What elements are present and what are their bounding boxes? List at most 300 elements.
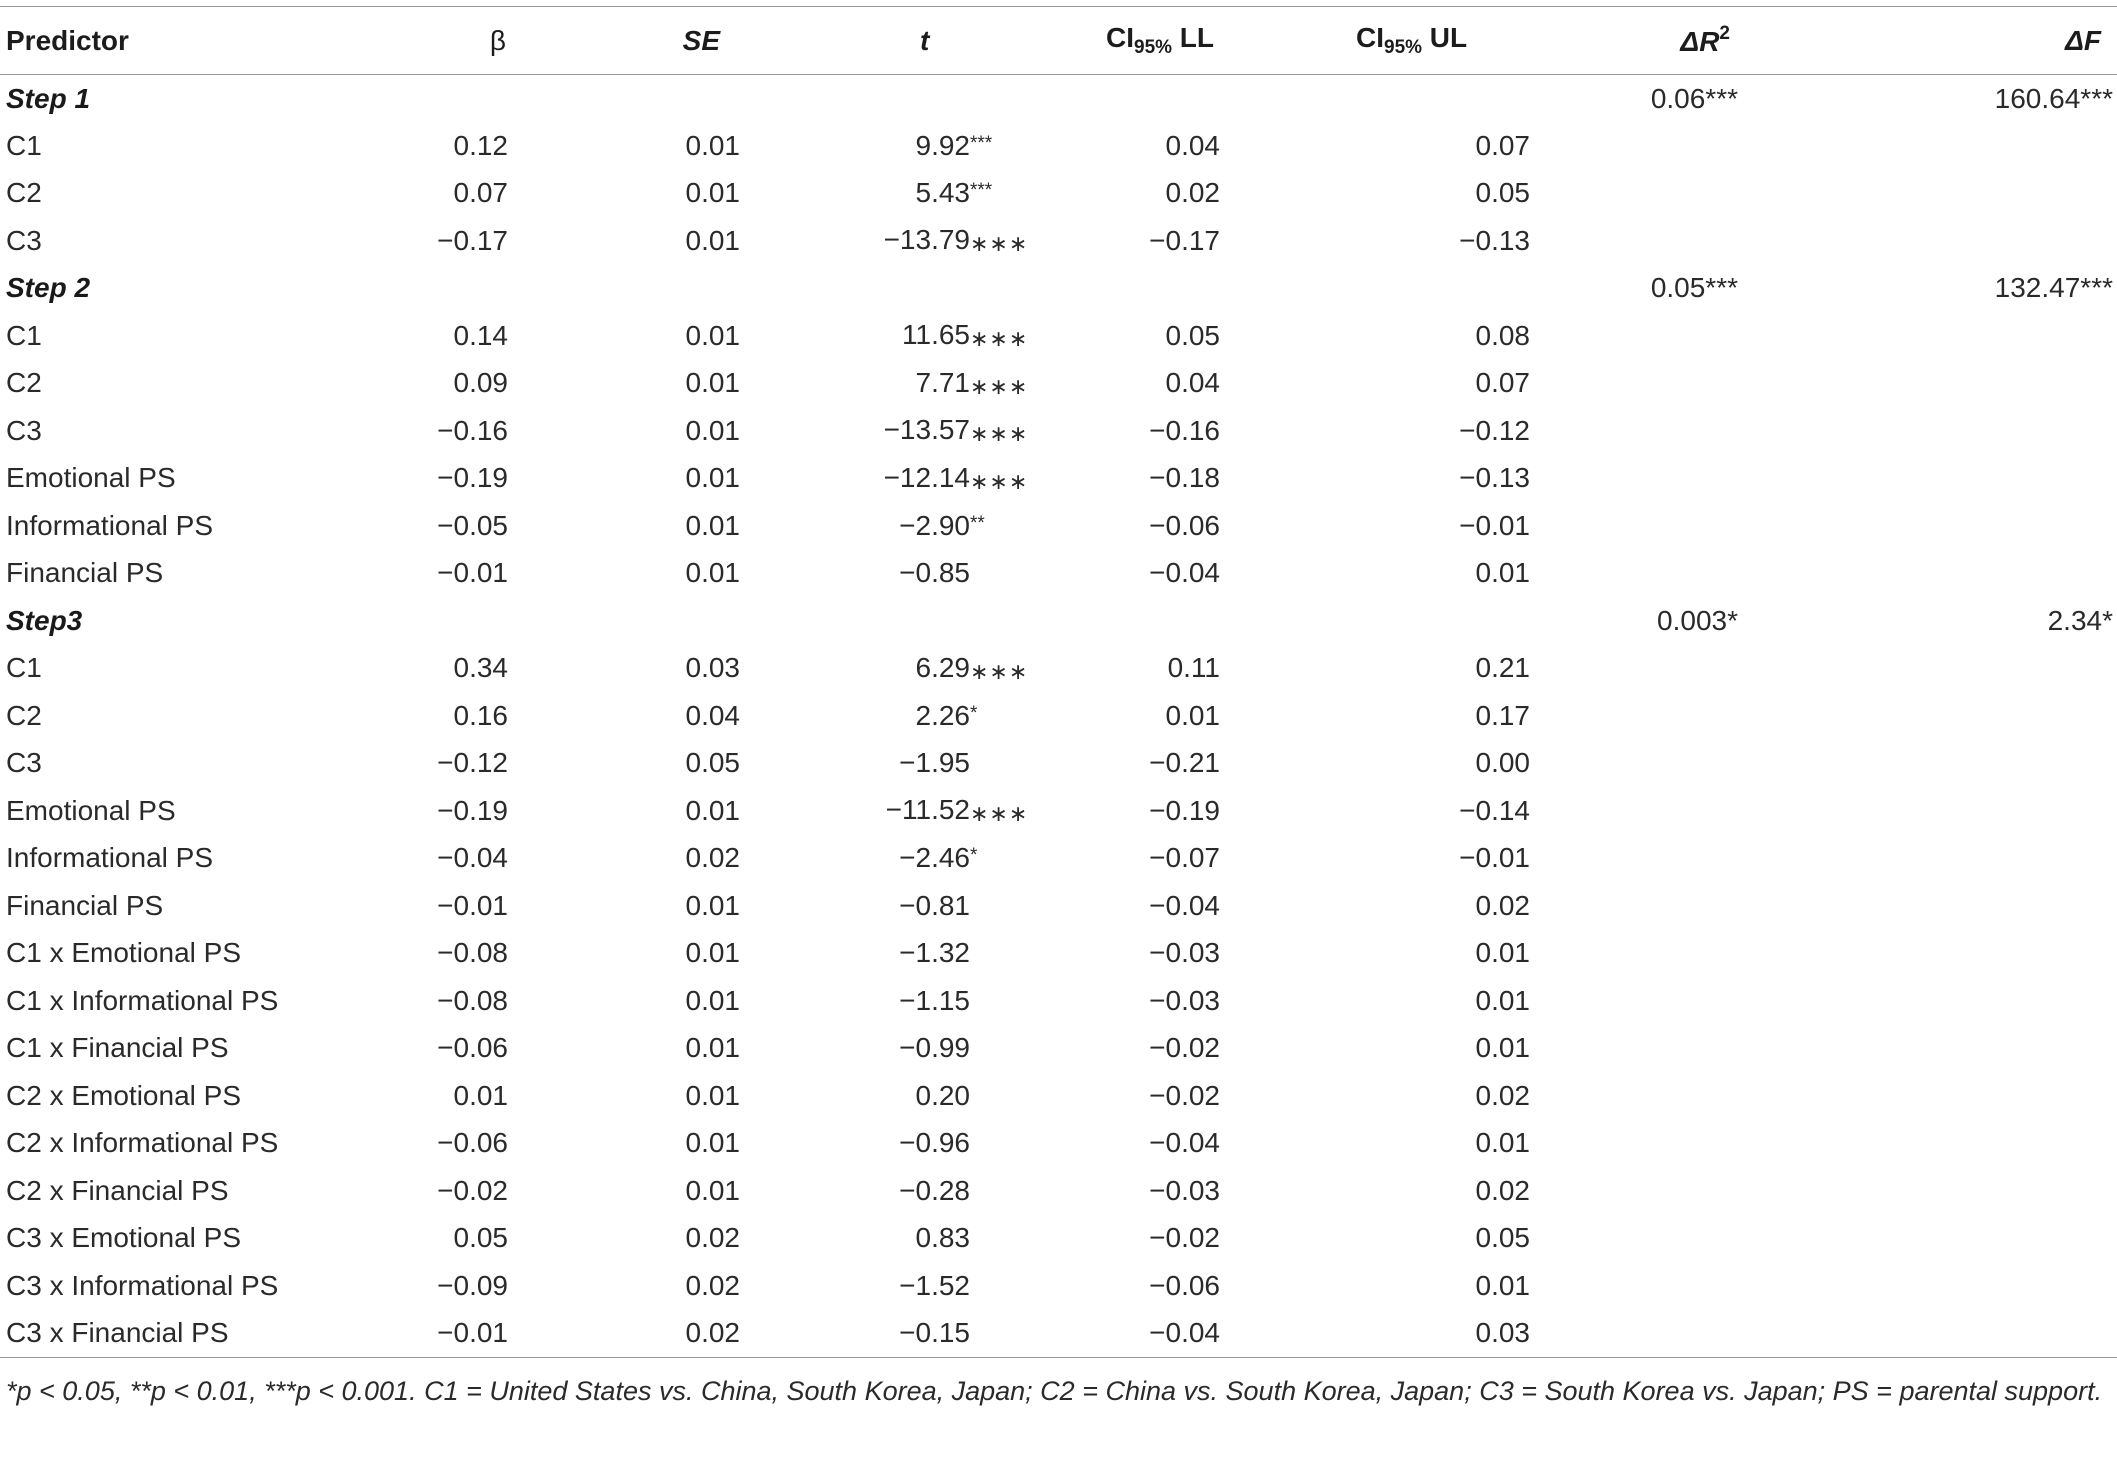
t-significance: * bbox=[970, 845, 978, 867]
ci-ul-value: 0.02 bbox=[1475, 1079, 1530, 1111]
t-value: 5.43 bbox=[915, 177, 970, 209]
empty-cell bbox=[510, 75, 740, 123]
ci-ul-value: 0.05 bbox=[1475, 1222, 1530, 1254]
ci-ll-value: 0.01 bbox=[1165, 699, 1220, 731]
empty-cell bbox=[1830, 502, 2117, 550]
ci-ul-value: 0.05 bbox=[1475, 177, 1530, 209]
t-value-wrap bbox=[870, 794, 1028, 825]
se-value: 0.01 bbox=[685, 1174, 740, 1206]
se-value: 0.01 bbox=[685, 984, 740, 1016]
se-value: 0.01 bbox=[685, 794, 740, 826]
t-cell bbox=[740, 455, 1029, 503]
ci-ul-value: −0.12 bbox=[1459, 414, 1530, 446]
t-value-wrap bbox=[870, 177, 992, 208]
t-value-wrap bbox=[870, 985, 970, 1016]
t-value: −13.57 bbox=[883, 414, 970, 446]
t-value: −2.46 bbox=[899, 842, 970, 874]
t-value-wrap bbox=[870, 842, 977, 873]
t-cell bbox=[740, 930, 1010, 978]
beta-value: −0.12 bbox=[437, 747, 508, 779]
t-value-wrap bbox=[870, 367, 1028, 398]
ci-ll-value: 0.11 bbox=[1167, 652, 1220, 684]
beta-value: 0.14 bbox=[453, 319, 508, 351]
ci-ul-value: 0.07 bbox=[1475, 129, 1530, 161]
empty-cell bbox=[1830, 1167, 2117, 1215]
ci-ll-value: −0.18 bbox=[1149, 462, 1220, 494]
t-value: −0.99 bbox=[899, 1032, 970, 1064]
ci-ll-value: −0.02 bbox=[1149, 1032, 1220, 1064]
ci-ll-value: 0.04 bbox=[1165, 129, 1220, 161]
t-cell bbox=[740, 692, 1010, 740]
se-value: 0.01 bbox=[685, 367, 740, 399]
ci-ll-value: 0.04 bbox=[1165, 367, 1220, 399]
t-value: −0.96 bbox=[899, 1127, 970, 1159]
ci-ll-value: −0.19 bbox=[1149, 794, 1220, 826]
t-value: 11.65 bbox=[902, 319, 970, 351]
empty-cell bbox=[1550, 122, 1830, 170]
se-value: 0.02 bbox=[510, 1310, 740, 1358]
se-value: 0.01 bbox=[685, 557, 740, 589]
ci-ll-value: 0.02 bbox=[1165, 177, 1220, 209]
ci-ll-value: 0.05 bbox=[1165, 319, 1220, 351]
empty-cell bbox=[1550, 217, 1830, 265]
t-value: −0.15 bbox=[899, 1317, 970, 1348]
t-value: 6.29 bbox=[915, 651, 970, 683]
empty-cell bbox=[1550, 502, 1830, 550]
ci-ll-value: −0.03 bbox=[1149, 937, 1220, 969]
beta-value: −0.01 bbox=[437, 557, 508, 589]
t-cell bbox=[740, 977, 1010, 1025]
empty-cell bbox=[1550, 645, 1830, 693]
empty-cell bbox=[1550, 360, 1830, 408]
t-value-wrap bbox=[870, 890, 970, 921]
header-ci-ul-suffix: UL bbox=[1422, 22, 1468, 53]
table-row bbox=[0, 977, 2117, 1025]
table-body bbox=[0, 75, 2117, 1358]
beta-value: 0.07 bbox=[453, 177, 508, 209]
t-value-wrap bbox=[870, 414, 1028, 445]
t-value: −11.52 bbox=[885, 794, 970, 826]
t-cell bbox=[740, 835, 1010, 883]
beta-value: −0.04 bbox=[437, 842, 508, 874]
t-cell bbox=[740, 170, 1010, 218]
t-value: −12.14 bbox=[883, 461, 970, 493]
ci-ul-value: 0.01 bbox=[1475, 1269, 1530, 1301]
table-footnote: *p < 0.05, **p < 0.01, ***p < 0.001. C1 = United States vs. China, South Korea, Japan; C2 = China vs. South Korea, Japan; C3 = South Korea vs. Japan; PS = parental support. bbox=[6, 1376, 2103, 1406]
t-cell bbox=[740, 645, 1029, 693]
ci-ul-value: 0.02 bbox=[1475, 889, 1530, 921]
empty-cell bbox=[1830, 1310, 2117, 1358]
empty-cell bbox=[360, 265, 510, 313]
t-cell bbox=[740, 787, 1029, 835]
ci-ll-value: −0.04 bbox=[1149, 889, 1220, 921]
t-cell bbox=[740, 882, 1010, 930]
ci-ul-value: −0.01 bbox=[1459, 842, 1530, 874]
t-value-wrap bbox=[870, 652, 1028, 683]
table-row bbox=[0, 787, 2117, 835]
empty-cell bbox=[1550, 312, 1830, 360]
beta-value: −0.17 bbox=[437, 224, 508, 256]
step-label: Step 2 bbox=[6, 272, 91, 304]
predictor-label: C3 x Financial PS bbox=[0, 1310, 360, 1358]
header-se bbox=[510, 7, 740, 75]
table-row bbox=[0, 645, 2117, 693]
beta-value: −0.08 bbox=[437, 984, 508, 1016]
empty-cell bbox=[1550, 170, 1830, 218]
t-value-wrap bbox=[870, 1032, 970, 1063]
empty-cell bbox=[1550, 455, 1830, 503]
t-cell bbox=[740, 1167, 1010, 1215]
header-ci-ul-sub: 95% bbox=[1384, 37, 1423, 58]
t-cell bbox=[740, 122, 1010, 170]
empty-cell bbox=[1830, 835, 2117, 883]
table-row bbox=[0, 930, 2117, 978]
ci-ul-value: 0.02 bbox=[1475, 1174, 1530, 1206]
beta-value: −0.19 bbox=[437, 794, 508, 826]
empty-cell bbox=[1830, 217, 2117, 265]
delta-f-value: 132.47*** bbox=[1994, 272, 2113, 304]
t-value: −2.90 bbox=[899, 509, 970, 541]
empty-cell bbox=[1830, 122, 2117, 170]
table-row bbox=[0, 170, 2117, 218]
t-value-wrap bbox=[870, 1127, 970, 1158]
t-value-wrap bbox=[870, 937, 970, 968]
table-row bbox=[0, 407, 2117, 455]
ci-ul-value: 0.07 bbox=[1475, 367, 1530, 399]
t-value: −1.95 bbox=[899, 747, 970, 779]
header-ci-ll bbox=[1010, 7, 1280, 75]
empty-cell bbox=[1830, 312, 2117, 360]
t-value-wrap bbox=[870, 224, 1028, 255]
t-value-wrap bbox=[870, 747, 970, 778]
predictor-label: C1 bbox=[6, 652, 42, 684]
beta-value: 0.05 bbox=[453, 1222, 508, 1254]
se-value: 0.01 bbox=[685, 224, 740, 256]
empty-cell bbox=[1830, 1215, 2117, 1263]
empty-cell bbox=[360, 597, 510, 645]
t-cell bbox=[740, 1120, 1010, 1168]
empty-cell bbox=[1550, 740, 1830, 788]
ci-ll-value: −0.07 bbox=[1149, 842, 1220, 874]
se-value: 0.03 bbox=[685, 652, 740, 684]
predictor-label: C3 bbox=[6, 414, 42, 446]
ci-ul-value: 0.01 bbox=[1475, 937, 1530, 969]
empty-cell bbox=[510, 265, 740, 313]
empty-cell bbox=[1550, 1072, 1830, 1120]
ci-ul-value: 0.01 bbox=[1475, 1127, 1530, 1159]
empty-cell bbox=[1010, 75, 1280, 123]
empty-cell bbox=[1550, 930, 1830, 978]
header-ci-ul bbox=[1280, 7, 1550, 75]
ci-ul-value: 0.01 bbox=[1475, 984, 1530, 1016]
ci-ul-value: −0.13 bbox=[1459, 224, 1530, 256]
predictor-label: C2 bbox=[6, 177, 42, 209]
se-value: 0.01 bbox=[685, 1127, 740, 1159]
empty-cell bbox=[1550, 1025, 1830, 1073]
beta-value: −0.01 bbox=[437, 889, 508, 921]
ci-ul-value: 0.01 bbox=[1475, 557, 1530, 589]
empty-cell bbox=[1280, 75, 1550, 123]
t-value-wrap bbox=[870, 1080, 970, 1111]
t-value: 7.71 bbox=[915, 366, 970, 398]
ci-ll-value: −0.03 bbox=[1149, 1174, 1220, 1206]
beta-value: −0.01 bbox=[360, 1310, 510, 1358]
empty-cell bbox=[1830, 740, 2117, 788]
predictor-label: Informational PS bbox=[6, 842, 213, 874]
delta-r2-value: 0.05*** bbox=[1650, 272, 1738, 304]
table-row bbox=[0, 360, 2117, 408]
header-se-label: SE bbox=[682, 24, 720, 56]
se-value: 0.01 bbox=[685, 889, 740, 921]
empty-cell bbox=[1830, 455, 2117, 503]
beta-value: 0.34 bbox=[453, 652, 508, 684]
empty-cell bbox=[1830, 1025, 2117, 1073]
table-row bbox=[0, 502, 2117, 550]
t-value-wrap bbox=[870, 462, 1028, 493]
se-value: 0.01 bbox=[685, 319, 740, 351]
header-row bbox=[0, 7, 2117, 75]
t-significance: * bbox=[970, 702, 978, 724]
empty-cell bbox=[1550, 1215, 1830, 1263]
table-row bbox=[0, 1072, 2117, 1120]
se-value: 0.01 bbox=[685, 129, 740, 161]
empty-cell bbox=[1550, 1120, 1830, 1168]
step-row bbox=[0, 265, 2117, 313]
t-cell bbox=[740, 1215, 1010, 1263]
empty-cell bbox=[1550, 1262, 1830, 1310]
ci-ul-value: 0.00 bbox=[1475, 747, 1530, 779]
step-row bbox=[0, 75, 2117, 123]
se-value: 0.01 bbox=[685, 1079, 740, 1111]
beta-value: 0.01 bbox=[453, 1079, 508, 1111]
t-value: 0.83 bbox=[915, 1222, 970, 1254]
header-t bbox=[740, 7, 1010, 75]
se-value: 0.01 bbox=[685, 462, 740, 494]
header-delta-f-label: ΔF bbox=[2065, 24, 2101, 56]
empty-cell bbox=[1280, 265, 1550, 313]
ci-ll-value: −0.04 bbox=[1149, 557, 1220, 589]
predictor-label: C1 x Financial PS bbox=[6, 1032, 229, 1064]
t-significance: ∗∗∗ bbox=[970, 231, 1029, 257]
empty-cell bbox=[1280, 597, 1550, 645]
empty-cell bbox=[1830, 1262, 2117, 1310]
empty-cell bbox=[1830, 550, 2117, 598]
predictor-label: Emotional PS bbox=[6, 462, 176, 494]
t-cell bbox=[740, 740, 1010, 788]
ci-ul-value: 0.21 bbox=[1475, 652, 1530, 684]
empty-cell bbox=[1830, 170, 2117, 218]
se-value: 0.02 bbox=[685, 842, 740, 874]
empty-cell bbox=[740, 75, 1010, 123]
ci-ul-value: −0.14 bbox=[1459, 794, 1530, 826]
predictor-label: C3 x Informational PS bbox=[6, 1269, 279, 1301]
empty-cell bbox=[1830, 360, 2117, 408]
header-delta-r2-prefix: ΔR bbox=[1680, 26, 1720, 57]
empty-cell bbox=[1550, 977, 1830, 1025]
t-cell bbox=[740, 1262, 1010, 1310]
beta-value: −0.19 bbox=[437, 462, 508, 494]
table-row bbox=[0, 1262, 2117, 1310]
predictor-label: C2 x Emotional PS bbox=[6, 1079, 241, 1111]
beta-value: −0.05 bbox=[437, 509, 508, 541]
empty-cell bbox=[1830, 1120, 2117, 1168]
empty-cell bbox=[360, 75, 510, 123]
empty-cell bbox=[1550, 835, 1830, 883]
t-value: −1.52 bbox=[899, 1269, 970, 1301]
empty-cell bbox=[1830, 645, 2117, 693]
empty-cell bbox=[1010, 597, 1280, 645]
empty-cell bbox=[1550, 550, 1830, 598]
t-cell bbox=[740, 217, 1029, 265]
beta-value: 0.16 bbox=[453, 699, 508, 731]
empty-cell bbox=[740, 597, 1010, 645]
t-value-wrap bbox=[870, 510, 985, 541]
t-value: 0.20 bbox=[915, 1079, 970, 1111]
t-value: −1.15 bbox=[899, 984, 970, 1016]
step-row bbox=[0, 597, 2117, 645]
empty-cell bbox=[1830, 930, 2117, 978]
header-ci-ll-suffix: LL bbox=[1172, 22, 1215, 53]
header-predictor: Predictor bbox=[0, 7, 360, 75]
empty-cell bbox=[1550, 787, 1830, 835]
table-row bbox=[0, 312, 2117, 360]
t-significance: *** bbox=[970, 180, 993, 202]
delta-f-value: 2.34* bbox=[2047, 604, 2113, 636]
ci-ll-value: −0.03 bbox=[1149, 984, 1220, 1016]
header-ci-ll-sub: 95% bbox=[1134, 37, 1173, 58]
t-cell bbox=[740, 407, 1029, 455]
header-ci-ul-prefix: CI bbox=[1356, 22, 1384, 53]
predictor-label: Informational PS bbox=[6, 509, 213, 541]
step-label: Step3 bbox=[6, 604, 83, 636]
table-row bbox=[0, 122, 2117, 170]
t-value: −0.85 bbox=[899, 557, 970, 589]
table-row bbox=[0, 455, 2117, 503]
t-value-wrap bbox=[870, 1222, 970, 1253]
se-value: 0.01 bbox=[685, 937, 740, 969]
beta-value: 0.09 bbox=[453, 367, 508, 399]
t-significance: ∗∗∗ bbox=[970, 468, 1029, 494]
predictor-label: C2 x Financial PS bbox=[6, 1174, 229, 1206]
beta-value: −0.06 bbox=[437, 1032, 508, 1064]
se-value: 0.04 bbox=[685, 699, 740, 731]
beta-value: 0.12 bbox=[453, 129, 508, 161]
delta-r2-value: 0.06*** bbox=[1650, 82, 1738, 114]
ci-ul-value: 0.03 bbox=[1280, 1310, 1550, 1358]
t-significance: ** bbox=[970, 512, 985, 534]
ci-ll-value: −0.21 bbox=[1149, 747, 1220, 779]
se-value: 0.01 bbox=[685, 509, 740, 541]
t-cell bbox=[740, 1072, 1010, 1120]
empty-cell bbox=[1550, 1167, 1830, 1215]
t-cell bbox=[740, 312, 1029, 360]
t-value-wrap bbox=[870, 130, 992, 161]
t-value: −13.79 bbox=[883, 224, 970, 256]
ci-ll-value: −0.04 bbox=[1149, 1127, 1220, 1159]
delta-r2-value: 0.003* bbox=[1657, 604, 1738, 636]
t-value-wrap bbox=[870, 319, 1028, 350]
ci-ul-value: −0.13 bbox=[1459, 462, 1530, 494]
ci-ll-value: −0.17 bbox=[1149, 224, 1220, 256]
ci-ll-value: −0.06 bbox=[1149, 1269, 1220, 1301]
header-t-label: t bbox=[920, 24, 930, 56]
table-row bbox=[0, 550, 2117, 598]
empty-cell bbox=[1830, 977, 2117, 1025]
predictor-label: C3 bbox=[6, 224, 42, 256]
t-significance: ∗∗∗ bbox=[970, 373, 1029, 399]
t-significance: ∗∗∗ bbox=[970, 801, 1029, 827]
header-delta-r2-sup: 2 bbox=[1719, 23, 1730, 44]
header-delta-r2 bbox=[1550, 7, 1830, 75]
beta-value: −0.06 bbox=[437, 1127, 508, 1159]
se-value: 0.02 bbox=[685, 1222, 740, 1254]
t-cell bbox=[740, 502, 1010, 550]
ci-ll-value: −0.02 bbox=[1149, 1079, 1220, 1111]
predictor-label: Emotional PS bbox=[6, 794, 176, 826]
table-row bbox=[0, 217, 2117, 265]
step-label: Step 1 bbox=[6, 82, 91, 114]
predictor-label: C1 bbox=[6, 129, 42, 161]
predictor-label: Financial PS bbox=[6, 889, 164, 921]
t-significance: ∗∗∗ bbox=[970, 421, 1029, 447]
predictor-label: C2 x Informational PS bbox=[6, 1127, 279, 1159]
table-row bbox=[0, 740, 2117, 788]
empty-cell bbox=[1550, 1310, 1830, 1358]
table-row bbox=[0, 882, 2117, 930]
beta-value: −0.09 bbox=[437, 1269, 508, 1301]
table-row bbox=[0, 1215, 2117, 1263]
predictor-label: Financial PS bbox=[6, 557, 164, 589]
t-cell bbox=[740, 550, 1010, 598]
t-value: 9.92 bbox=[915, 129, 970, 161]
empty-cell bbox=[740, 265, 1010, 313]
t-cell bbox=[740, 1025, 1010, 1073]
empty-cell bbox=[1830, 882, 2117, 930]
t-value-wrap bbox=[870, 1317, 970, 1348]
se-value: 0.01 bbox=[685, 1032, 740, 1064]
predictor-label: C1 x Emotional PS bbox=[6, 937, 241, 969]
ci-ul-value: 0.08 bbox=[1475, 319, 1530, 351]
table-row bbox=[0, 1120, 2117, 1168]
se-value: 0.01 bbox=[685, 414, 740, 446]
se-value: 0.01 bbox=[685, 177, 740, 209]
ci-ll-value: −0.02 bbox=[1149, 1222, 1220, 1254]
regression-table bbox=[0, 6, 2117, 1358]
t-value-wrap bbox=[870, 1270, 970, 1301]
empty-cell bbox=[1830, 692, 2117, 740]
t-value-wrap bbox=[870, 700, 977, 731]
predictor-label: C3 bbox=[6, 747, 42, 779]
predictor-label: C1 bbox=[6, 319, 42, 351]
predictor-label: C2 bbox=[6, 699, 42, 731]
predictor-label: C2 bbox=[6, 367, 42, 399]
beta-value: −0.02 bbox=[437, 1174, 508, 1206]
empty-cell bbox=[1830, 407, 2117, 455]
empty-cell bbox=[1550, 407, 1830, 455]
ci-ll-value: −0.16 bbox=[1149, 414, 1220, 446]
table-row bbox=[0, 1310, 2117, 1358]
table-header bbox=[0, 7, 2117, 75]
ci-ll-value: −0.04 bbox=[1010, 1310, 1280, 1358]
t-value: −0.81 bbox=[899, 889, 970, 921]
t-significance: ∗∗∗ bbox=[970, 658, 1029, 684]
table-row bbox=[0, 835, 2117, 883]
t-significance: ∗∗∗ bbox=[970, 326, 1029, 352]
empty-cell bbox=[510, 597, 740, 645]
header-delta-f bbox=[1830, 7, 2117, 75]
t-significance: *** bbox=[970, 132, 993, 154]
header-ci-ll-prefix: CI bbox=[1106, 22, 1134, 53]
